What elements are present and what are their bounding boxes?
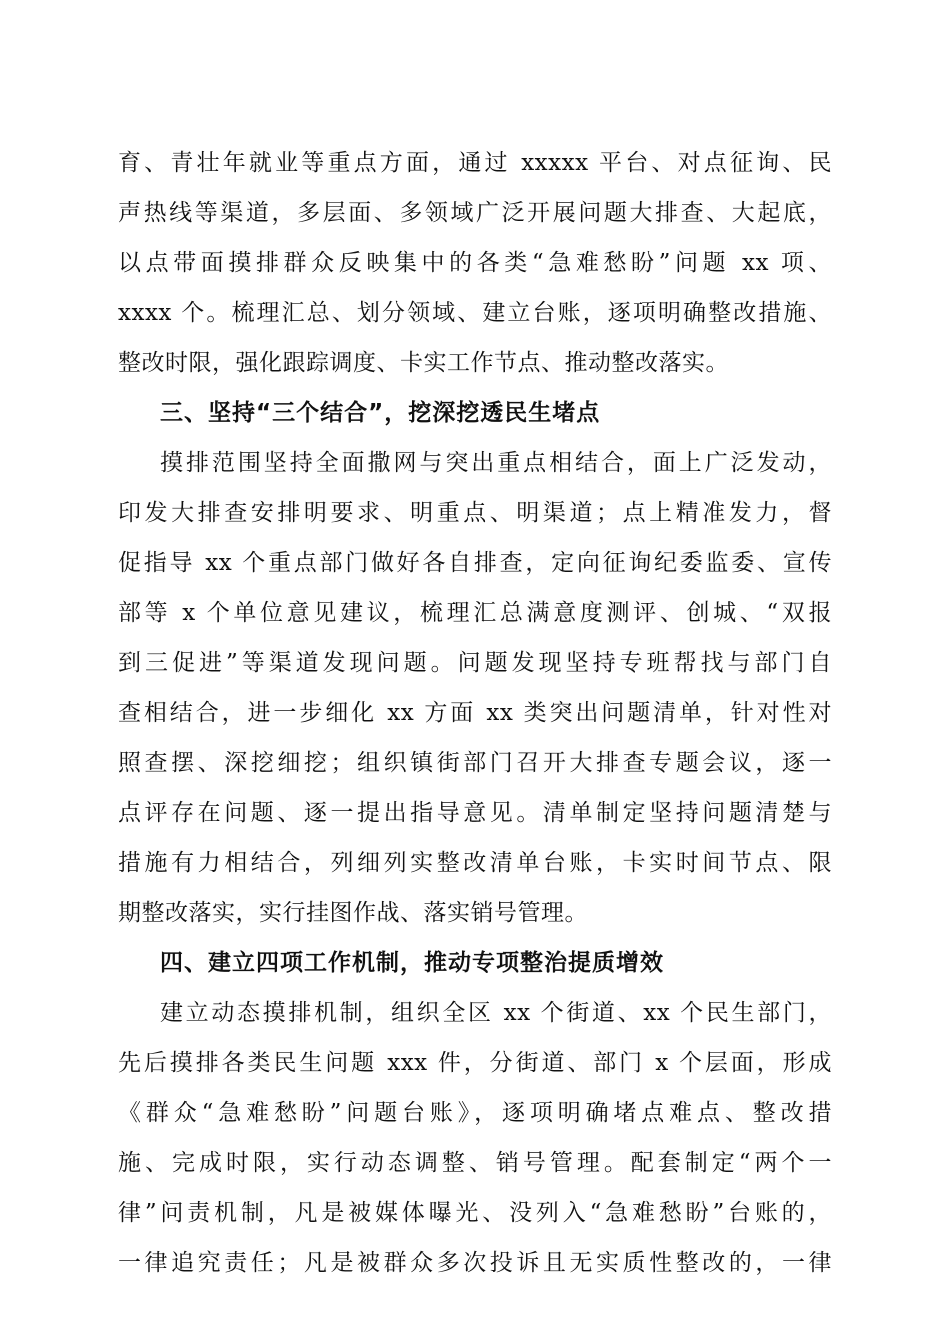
- paragraph-line: 一律追究责任；凡是被群众多次投诉且无实质性整改的，一律: [118, 1250, 832, 1276]
- paragraph-line: 声热线等渠道，多层面、多领域广泛开展问题大排查、大起底，: [118, 200, 832, 226]
- paragraph-line: 施、完成时限，实行动态调整、销号管理。配套制定“两个一: [118, 1150, 832, 1176]
- paragraph-line: 整改时限，强化跟踪调度、卡实工作节点、推动整改落实。: [118, 350, 729, 376]
- paragraph-line: 促指导 xx 个重点部门做好各自排查，定向征询纪委监委、宣传: [118, 550, 832, 576]
- paragraph-line: 到三促进”等渠道发现问题。问题发现坚持专班帮找与部门自: [118, 650, 832, 676]
- paragraph-line: xxxx 个。梳理汇总、划分领域、建立台账，逐项明确整改措施、: [118, 300, 832, 326]
- paragraph-line: 期整改落实，实行挂图作战、落实销号管理。: [118, 900, 588, 926]
- paragraph-line: 律”问责机制，凡是被媒体曝光、没列入“急难愁盼”台账的，: [118, 1200, 832, 1226]
- paragraph-line: 印发大排查安排明要求、明重点、明渠道；点上精准发力，督: [118, 500, 832, 526]
- paragraph-line: 照查摆、深挖细挖；组织镇街部门召开大排查专题会议，逐一: [118, 750, 832, 776]
- paragraph-line: 摸排范围坚持全面撒网与突出重点相结合，面上广泛发动，: [160, 450, 832, 476]
- paragraph-line: 先后摸排各类民生问题 xxx 件，分街道、部门 x 个层面，形成: [118, 1050, 832, 1076]
- paragraph-line: 措施有力相结合，列细列实整改清单台账，卡实时间节点、限: [118, 850, 832, 876]
- paragraph-line: 以点带面摸排群众反映集中的各类“急难愁盼”问题 xx 项、: [118, 250, 832, 276]
- paragraph-line: 点评存在问题、逐一提出指导意见。清单制定坚持问题清楚与: [118, 800, 832, 826]
- paragraph-line: 查相结合，进一步细化 xx 方面 xx 类突出问题清单，针对性对: [118, 700, 832, 726]
- paragraph-line: 部等 x 个单位意见建议，梳理汇总满意度测评、创城、“双报: [118, 600, 832, 626]
- section-heading-4: 四、建立四项工作机制，推动专项整治提质增效: [160, 950, 664, 976]
- paragraph-line: 《群众“急难愁盼”问题台账》，逐项明确堵点难点、整改措: [118, 1100, 832, 1126]
- paragraph-line: 育、青壮年就业等重点方面，通过 xxxxx 平台、对点征询、民: [118, 150, 832, 176]
- section-heading-3: 三、坚持“三个结合”，挖深挖透民生堵点: [160, 400, 601, 426]
- paragraph-line: 建立动态摸排机制，组织全区 xx 个街道、xx 个民生部门，: [160, 1000, 832, 1026]
